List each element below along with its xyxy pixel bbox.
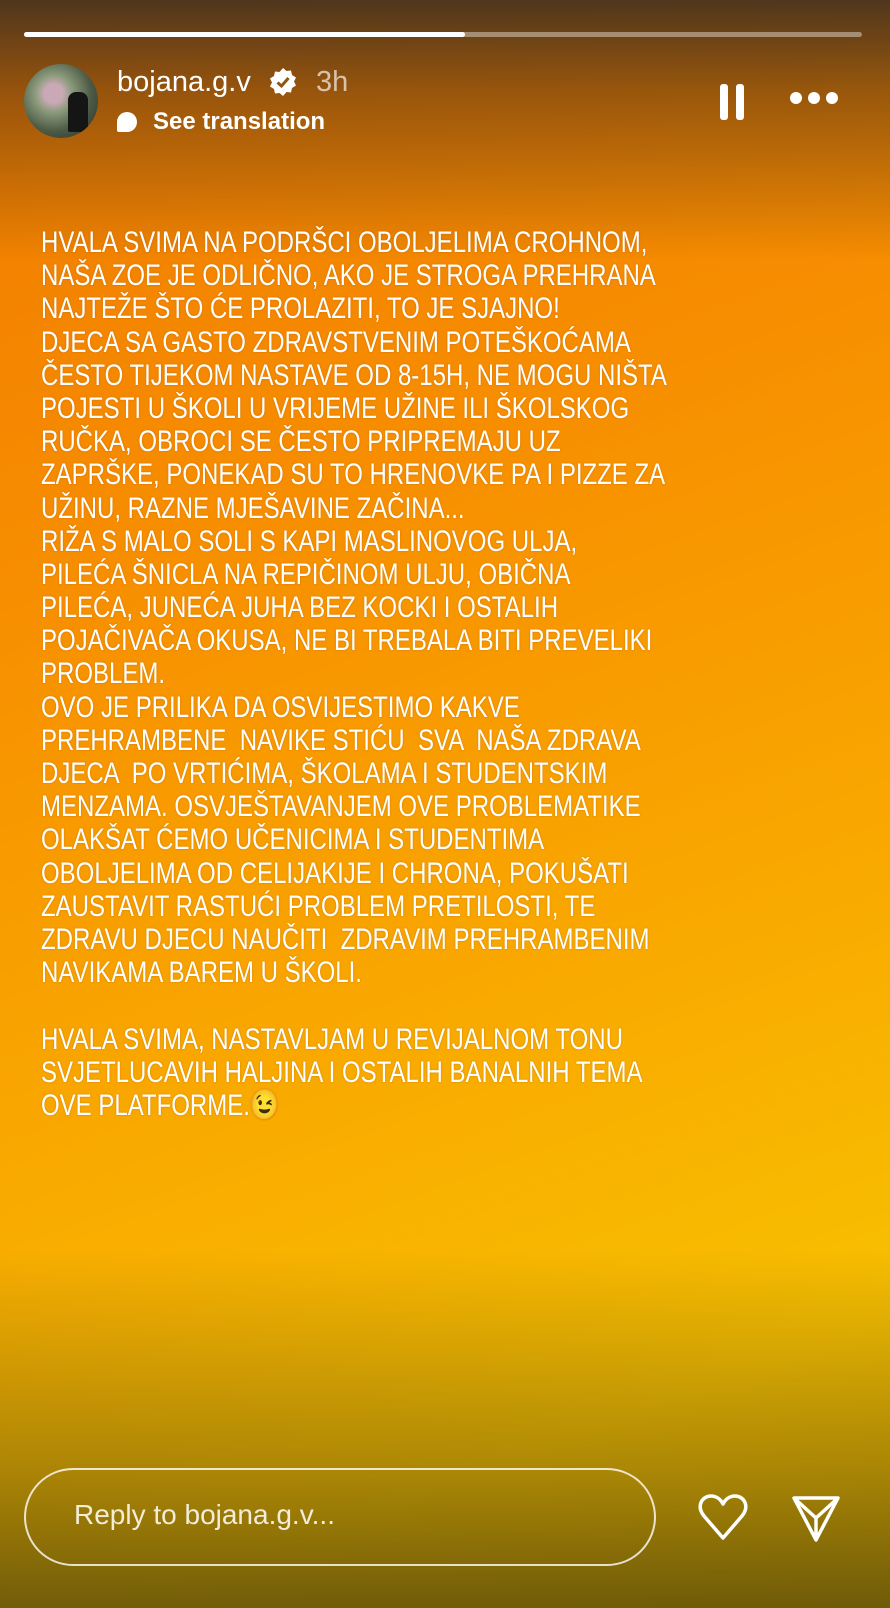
story-text-line: PROBLEM. bbox=[41, 657, 166, 691]
story-text-line: DJECA PO VRTIĆIMA, ŠKOLAMA I STUDENTSKIM bbox=[41, 757, 608, 790]
story-text-line: NAJTEŽE ŠTO ĆE PROLAZITI, TO JE SJAJNO! bbox=[41, 292, 560, 326]
see-translation-button[interactable] bbox=[117, 108, 325, 136]
avatar-figure bbox=[68, 92, 88, 132]
story-text-line: ZDRAVU DJECU NAUČITI ZDRAVIM PREHRAMBENIM bbox=[41, 922, 650, 956]
story-text-line: UŽINU, RAZNE MJEŠAVINE ZAČINA... bbox=[41, 491, 465, 525]
like-heart-icon[interactable] bbox=[696, 1492, 750, 1542]
story-text-line: ZAUSTAVIT RASTUĆI PROBLEM PRETILOSTI, TE bbox=[41, 889, 596, 923]
post-time: 3h bbox=[316, 66, 349, 98]
username-link[interactable]: bojana.g.v bbox=[117, 66, 251, 98]
story-text-line: HVALA SVIMA, NASTAVLJAM U REVIJALNOM TONU bbox=[41, 1022, 623, 1056]
reply-input[interactable] bbox=[72, 1498, 636, 1532]
story-text-line: PILEĆA, JUNEĆA JUHA BEZ KOCKI I OSTALIH bbox=[41, 591, 559, 625]
send-share-icon[interactable] bbox=[790, 1494, 842, 1544]
story-text-line: HVALA SVIMA NA PODRŠCI OBOLJELIMA CROHNOM, bbox=[41, 226, 648, 259]
story-text-line: ČESTO TIJEKOM NASTAVE OD 8-15H, NE MOGU NIŠTA bbox=[41, 358, 667, 392]
story-text-line: NAŠA ZOE JE ODLIČNO, AKO JE STROGA PREHRANA bbox=[41, 259, 656, 293]
story-progress-fill bbox=[24, 32, 465, 37]
dot-icon bbox=[826, 92, 838, 104]
story-text-line: DJECA SA GASTO ZDRAVSTVENIM POTEŠKOĆAMA bbox=[41, 325, 631, 359]
story-text-line: NAVIKAMA BAREM U ŠKOLI. bbox=[41, 956, 362, 990]
story-text bbox=[41, 226, 823, 1122]
story-text-line: RUČKA, OBROCI SE ČESTO PRIPREMAJU UZ bbox=[41, 425, 561, 459]
story-text-line: ZAPRŠKE, PONEKAD SU TO HRENOVKE PA I PIZZE ZA bbox=[41, 458, 666, 492]
story-text-line bbox=[41, 989, 667, 1022]
story-text-line: PILEĆA ŠNICLA NA REPIČINOM ULJU, OBIČNA bbox=[41, 557, 571, 591]
pause-bar-icon bbox=[720, 84, 728, 120]
story-progress-bar bbox=[24, 32, 862, 37]
dot-icon bbox=[808, 92, 820, 104]
pause-button[interactable] bbox=[720, 84, 746, 120]
see-translation-label: See translation bbox=[153, 108, 326, 135]
dot-icon bbox=[790, 92, 802, 104]
story-text-line: POJAČIVAČA OKUSA, NE BI TREBALA BITI PREVELIKI bbox=[41, 624, 653, 658]
story-text-line: POJESTI U ŠKOLI U VRIJEME UŽINE ILI ŠKOLSKOG bbox=[41, 391, 630, 425]
story-text-line: SVJETLUCAVIH HALJINA I OSTALIH BANALNIH TEMA bbox=[41, 1055, 643, 1089]
reply-field[interactable] bbox=[24, 1468, 656, 1566]
more-options-button[interactable] bbox=[790, 92, 838, 104]
story-text-line: OVO JE PRILIKA DA OSVIJESTIMO KAKVE bbox=[41, 690, 520, 724]
story-text-line: OBOLJELIMA OD CELIJAKIJE I CHRONA, POKUŠATI bbox=[41, 856, 629, 890]
translation-bubble-icon bbox=[117, 112, 137, 132]
story-text-line: OVE PLATFORME.😉 bbox=[41, 1088, 280, 1122]
pause-bar-icon bbox=[736, 84, 744, 120]
verified-badge-icon bbox=[268, 67, 298, 97]
avatar[interactable] bbox=[24, 64, 98, 138]
story-text-line: OLAKŠAT ĆEMO UČENICIMA I STUDENTIMA bbox=[41, 823, 545, 857]
story-text-line: RIŽA S MALO SOLI S KAPI MASLINOVOG ULJA, bbox=[41, 524, 578, 558]
story-text-line: PREHRAMBENE NAVIKE STIĆU SVA NAŠA ZDRAVA bbox=[41, 723, 641, 757]
story-text-line: MENZAMA. OSVJEŠTAVANJEM OVE PROBLEMATIKE bbox=[41, 790, 641, 824]
